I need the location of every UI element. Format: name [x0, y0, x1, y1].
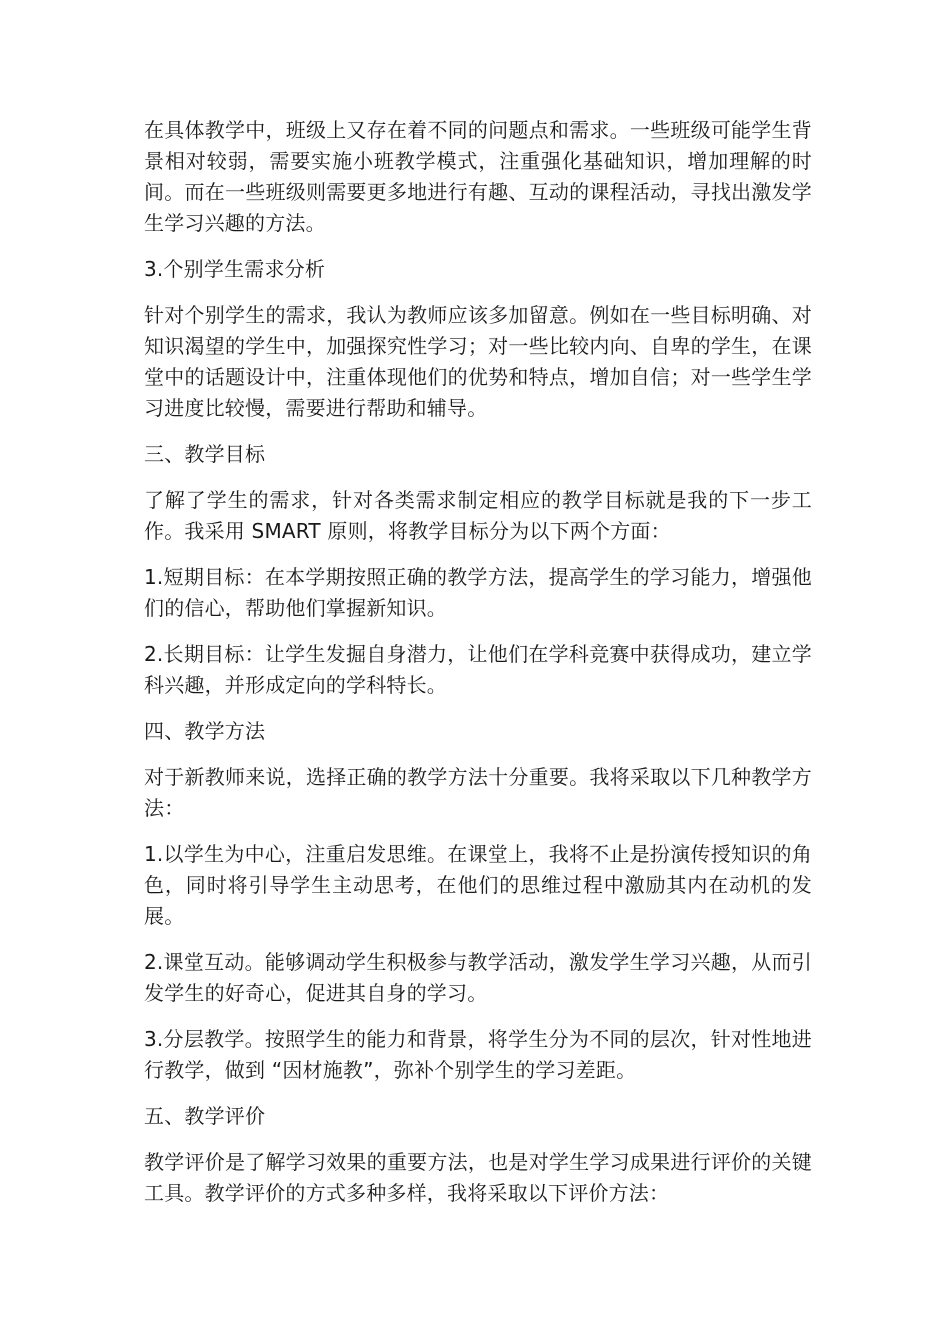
heading-teaching-evaluation: 五、教学评价: [144, 1104, 266, 1128]
paragraph-individual-needs: 针对个别学生的需求，我认为教师应该多加留意。例如在一些目标明确、对知识渴望的学生中，加强探究性学习；对一些比较内向、自卑的学生，在课堂中的话题设计中，注重体现他们的优势和特点，增加自信；对一些学生学习进度比较慢，需要进行帮助和辅导。: [144, 303, 812, 420]
heading-individual-needs: 3.个别学生需求分析: [144, 257, 326, 281]
paragraph-goals-intro: 了解了学生的需求，针对各类需求制定相应的教学目标就是我的下一步工作。我采用 SMART 原则，将教学目标分为以下两个方面：: [144, 488, 812, 543]
paragraph-long-term-goal: 2.长期目标：让学生发掘自身潜力，让他们在学科竞赛中获得成功，建立学科兴趣，并形成定向的学科特长。: [144, 642, 812, 697]
document-body: [144, 115, 812, 1224]
heading-teaching-goals: 三、教学目标: [144, 442, 266, 466]
paragraph-method-student-centered: 1.以学生为中心，注重启发思维。在课堂上，我将不止是扮演传授知识的角色，同时将引导学生主动思考，在他们的思维过程中激励其内在动机的发展。: [144, 842, 812, 928]
paragraph-method-tiered: 3.分层教学。按照学生的能力和背景，将学生分为不同的层次，针对性地进行教学，做到 “因材施教”，弥补个别学生的学习差距。: [144, 1027, 812, 1082]
heading-teaching-methods: 四、教学方法: [144, 719, 266, 743]
paragraph-short-term-goal: 1.短期目标：在本学期按照正确的教学方法，提高学生的学习能力，增强他们的信心，帮助他们掌握新知识。: [144, 565, 812, 620]
paragraph-methods-intro: 对于新教师来说，选择正确的教学方法十分重要。我将采取以下几种教学方法：: [144, 765, 812, 820]
paragraph-class-needs: 在具体教学中，班级上又存在着不同的问题点和需求。一些班级可能学生背景相对较弱，需要实施小班教学模式，注重强化基础知识，增加理解的时间。而在一些班级则需要更多地进行有趣、互动的课程活动，寻找出激发学生学习兴趣的方法。: [144, 118, 812, 235]
paragraph-evaluation-intro: 教学评价是了解学习效果的重要方法，也是对学生学习成果进行评价的关键工具。教学评价的方式多种多样，我将采取以下评价方法：: [144, 1150, 812, 1205]
paragraph-method-interaction: 2.课堂互动。能够调动学生积极参与教学活动，激发学生学习兴趣，从而引发学生的好奇心，促进其自身的学习。: [144, 950, 812, 1005]
